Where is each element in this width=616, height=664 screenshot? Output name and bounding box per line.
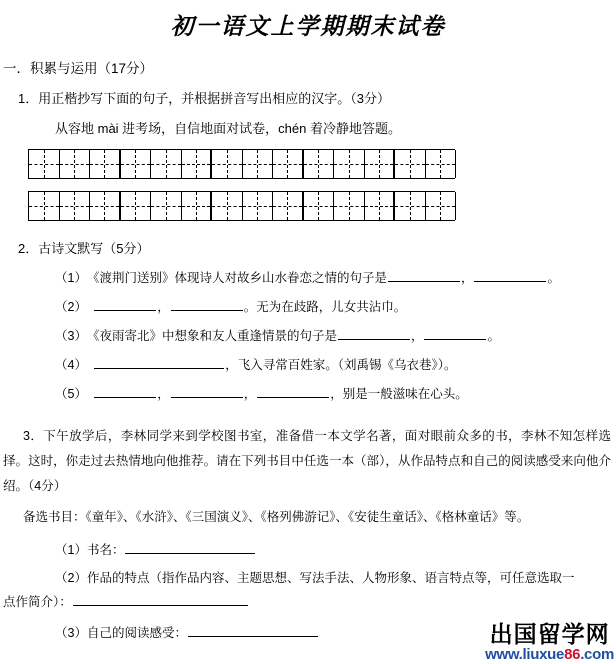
writing-grid-cell[interactable]: [426, 192, 457, 220]
answer-blank[interactable]: [388, 270, 460, 282]
watermark-url-accent: 86: [564, 646, 581, 663]
answer-blank[interactable]: [188, 625, 318, 637]
page-title: 初一语文上学期期末试卷: [170, 14, 446, 39]
item-label: （2）: [55, 300, 94, 314]
question-2-item-5: [55, 384, 616, 402]
punct: ，: [460, 271, 474, 285]
writing-grid-row[interactable]: [28, 191, 455, 221]
punct: ，: [410, 329, 424, 343]
question-2-item-4: [55, 355, 616, 373]
answer-blank[interactable]: [474, 270, 546, 282]
question-2-item-1: [55, 268, 616, 286]
item-label-and-text: （1）书名：: [55, 543, 125, 557]
question-3-item-1: [55, 540, 616, 558]
item-label-and-text: （2）作品的特点（指作品内容、主题思想、写法手法、人物形象、语言特点等，可任意选取一: [55, 571, 575, 585]
writing-grid-cell[interactable]: [212, 192, 243, 220]
site-watermark: [485, 623, 614, 662]
item-label: （5）: [55, 387, 94, 401]
writing-grid-cell[interactable]: [182, 150, 213, 178]
writing-grid-cell[interactable]: [334, 192, 365, 220]
question-2-item-2: [55, 297, 616, 315]
section-heading-1: 一．积累与运用（17分）: [3, 61, 154, 76]
item-label-and-text: （3） 《夜雨寄北》中想象和友人重逢情景的句子是: [55, 329, 337, 343]
answer-blank[interactable]: [125, 542, 255, 554]
writing-grid-cell[interactable]: [365, 192, 396, 220]
writing-grid-cell[interactable]: [334, 150, 365, 178]
item-text: 。无为在歧路，儿女共沾巾。: [243, 300, 407, 314]
writing-grid-cell[interactable]: [243, 192, 274, 220]
writing-grid: [28, 149, 616, 221]
watermark-url-prefix: www.liuxue: [485, 646, 565, 663]
punct: ，: [157, 387, 170, 401]
question-3-body: 3．下午放学后，李林同学来到学校图书室，准备借一本文学名著，面对眼前众多的书，李林不知怎样选择。这时，你走过去热情地向他推荐。请在下列书目中任选一本（部），从作品特点和自己的阅读感受来向他介绍。（4分）: [3, 429, 611, 493]
punct: 。: [547, 271, 560, 285]
writing-grid-cell[interactable]: [273, 150, 304, 178]
writing-grid-cell[interactable]: [29, 192, 60, 220]
question-3-item-2: [3, 566, 611, 614]
answer-blank[interactable]: [424, 328, 486, 340]
writing-grid-cell[interactable]: [151, 150, 182, 178]
question-2-item-3: [55, 326, 616, 344]
item-label-and-text: （1） 《渡荆门送别》体现诗人对故乡山水眷恋之情的句子是: [55, 271, 387, 285]
writing-grid-cell[interactable]: [304, 192, 335, 220]
question-3-booklist: 备选书目：《童年》、《水浒》、《三国演义》、《格列佛游记》、《安徒生童话》、《格林童话》等。: [23, 510, 530, 524]
punct: ，: [157, 300, 170, 314]
writing-grid-cell[interactable]: [60, 150, 91, 178]
item-text: ，飞入寻常百姓家。（刘禹锡《乌衣巷》）。: [225, 358, 457, 372]
answer-blank[interactable]: [171, 386, 243, 398]
watermark-url: [485, 647, 614, 662]
writing-grid-cell[interactable]: [182, 192, 213, 220]
writing-grid-cell[interactable]: [90, 192, 121, 220]
answer-blank[interactable]: [94, 357, 224, 369]
writing-grid-cell[interactable]: [395, 192, 426, 220]
writing-grid-cell[interactable]: [212, 150, 243, 178]
writing-grid-cell[interactable]: [365, 150, 396, 178]
answer-blank[interactable]: [257, 386, 329, 398]
answer-blank[interactable]: [94, 386, 156, 398]
question-1-prompt: 1．用正楷抄写下面的句子，并根据拼音写出相应的汉字。（3分）: [18, 91, 390, 106]
answer-blank[interactable]: [171, 299, 243, 311]
writing-grid-cell[interactable]: [121, 150, 152, 178]
item-text: ，别是一般滋味在心头。: [330, 387, 468, 401]
writing-grid-cell[interactable]: [90, 150, 121, 178]
writing-grid-cell[interactable]: [60, 192, 91, 220]
watermark-brand: 出国留学网: [489, 621, 610, 647]
writing-grid-cell[interactable]: [395, 150, 426, 178]
writing-grid-cell[interactable]: [121, 192, 152, 220]
punct: 。: [487, 329, 500, 343]
item-label-and-text: （3）自己的阅读感受：: [55, 626, 187, 640]
writing-grid-cell[interactable]: [273, 192, 304, 220]
item-text-cont: 点作简介）：: [3, 595, 72, 609]
writing-grid-cell[interactable]: [29, 150, 60, 178]
question-2-prompt: 2．古诗文默写（5分）: [18, 241, 150, 256]
answer-blank[interactable]: [338, 328, 410, 340]
writing-grid-row[interactable]: [28, 149, 455, 179]
question-1-sentence: 从容地 mài 进考场，自信地面对试卷，chén 着冷静地答题。: [55, 121, 401, 136]
writing-grid-cell[interactable]: [151, 192, 182, 220]
punct: ，: [243, 387, 257, 401]
answer-blank[interactable]: [94, 299, 156, 311]
item-label: （4）: [55, 358, 94, 372]
watermark-url-suffix: .com: [580, 646, 614, 663]
writing-grid-cell[interactable]: [243, 150, 274, 178]
writing-grid-cell[interactable]: [304, 150, 335, 178]
writing-grid-cell[interactable]: [426, 150, 457, 178]
answer-blank[interactable]: [73, 594, 248, 606]
